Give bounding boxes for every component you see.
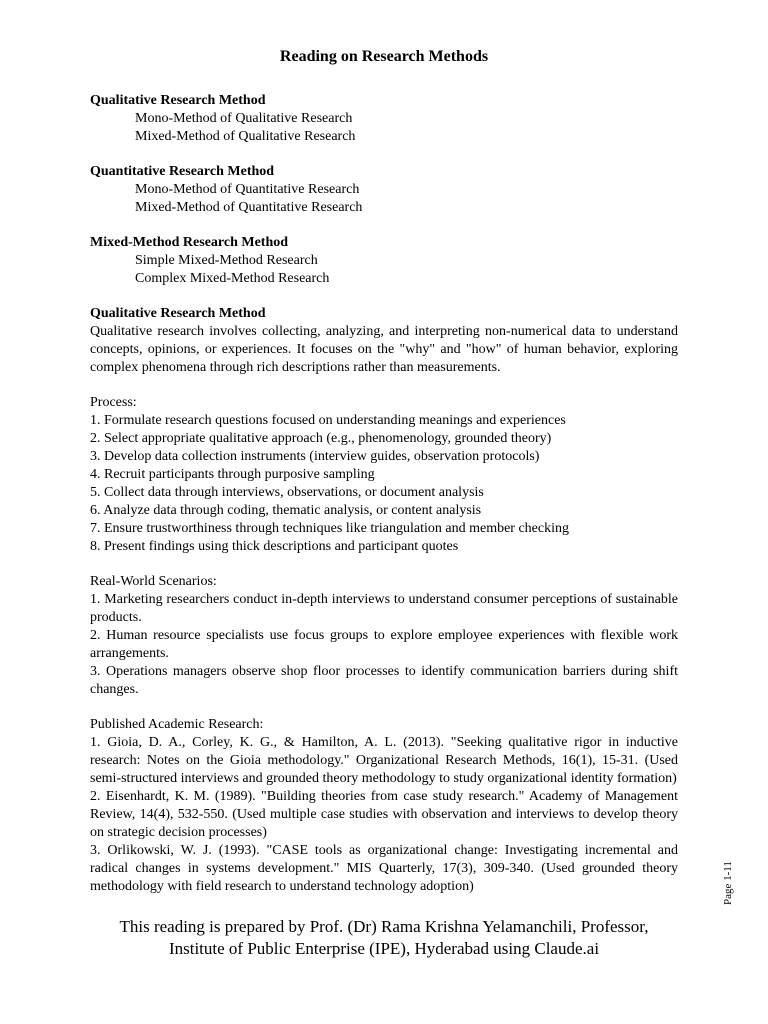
outline-quantitative bbox=[90, 163, 678, 217]
document-body bbox=[90, 92, 678, 896]
footer-line: Institute of Public Enterprise (IPE), Hyderabad using Claude.ai bbox=[168, 939, 600, 958]
scenario-item: 2. Human resource specialists use focus groups to explore employee experiences with flexible work arrangements. bbox=[90, 628, 678, 661]
outline-qualitative bbox=[90, 92, 678, 146]
process-step: 1. Formulate research questions focused on understanding meanings and experiences bbox=[90, 413, 566, 428]
outline-item: Mixed-Method of Qualitative Research bbox=[135, 129, 356, 144]
scenarios-label: Real-World Scenarios: bbox=[90, 574, 217, 589]
outline-heading: Quantitative Research Method bbox=[90, 164, 275, 179]
research-item: 1. Gioia, D. A., Corley, K. G., & Hamilton, A. L. (2013). "Seeking qualitative rigor in inductive research: Notes on the Gioia methodology." Organizational Research Methods, 16(1), 15-31. (Used semi-structured interviews and grounded theory methodology to study organizational identity formation) bbox=[90, 735, 678, 786]
research-item: 3. Orlikowski, W. J. (1993). "CASE tools as organizational change: Investigating incremental and radical changes in systems development." MIS Quarterly, 17(3), 309-340. (Used grounded theory methodology with field research to understand technology adoption) bbox=[90, 843, 678, 894]
process-step: 6. Analyze data through coding, thematic analysis, or content analysis bbox=[90, 503, 482, 518]
section-heading: Qualitative Research Method bbox=[90, 306, 266, 321]
outline-item: Mono-Method of Qualitative Research bbox=[135, 111, 353, 126]
outline-item: Mono-Method of Quantitative Research bbox=[135, 182, 360, 197]
outline-heading: Qualitative Research Method bbox=[90, 93, 266, 108]
scenario-item: 3. Operations managers observe shop floor processes to identify communication barriers during shift changes. bbox=[90, 664, 678, 697]
outline-heading: Mixed-Method Research Method bbox=[90, 235, 289, 250]
footer-line: This reading is prepared by Prof. (Dr) Rama Krishna Yelamanchili, Professor, bbox=[119, 917, 649, 936]
process-label: Process: bbox=[90, 395, 137, 410]
section-intro: Qualitative research involves collecting, analyzing, and interpreting non-numerical data to understand concepts, opinions, or experiences. It focuses on the "why" and "how" of human behavior, exploring complex phenomena through rich descriptions rather than measurements. bbox=[90, 324, 678, 375]
process-step: 3. Develop data collection instruments (interview guides, observation protocols) bbox=[90, 449, 540, 464]
page-number: Page 1-11 bbox=[722, 861, 734, 905]
process-list bbox=[90, 412, 678, 556]
process-step: 4. Recruit participants through purposive sampling bbox=[90, 467, 375, 482]
outline-item: Simple Mixed-Method Research bbox=[135, 253, 318, 268]
process-step: 7. Ensure trustworthiness through techniques like triangulation and member checking bbox=[90, 521, 569, 536]
document-title: Reading on Research Methods bbox=[279, 48, 489, 65]
process-step: 5. Collect data through interviews, observations, or document analysis bbox=[90, 485, 484, 500]
research-item: 2. Eisenhardt, K. M. (1989). "Building theories from case study research." Academy of Management Review, 14(4), 532-550. (Used multiple case studies with observation and interviews to develop theory on strategic decision processes) bbox=[90, 789, 678, 840]
research-label: Published Academic Research: bbox=[90, 717, 264, 732]
page-footer bbox=[90, 916, 678, 960]
scenario-item: 1. Marketing researchers conduct in-depth interviews to understand consumer perceptions of sustainable products. bbox=[90, 592, 678, 625]
outline-item: Complex Mixed-Method Research bbox=[135, 271, 330, 286]
scenarios-list bbox=[90, 591, 678, 699]
process-step: 2. Select appropriate qualitative approach (e.g., phenomenology, grounded theory) bbox=[90, 431, 552, 446]
research-list bbox=[90, 734, 678, 896]
process-step: 8. Present findings using thick descriptions and participant quotes bbox=[90, 539, 459, 554]
outline-mixed bbox=[90, 234, 678, 288]
outline-item: Mixed-Method of Quantitative Research bbox=[135, 200, 363, 215]
